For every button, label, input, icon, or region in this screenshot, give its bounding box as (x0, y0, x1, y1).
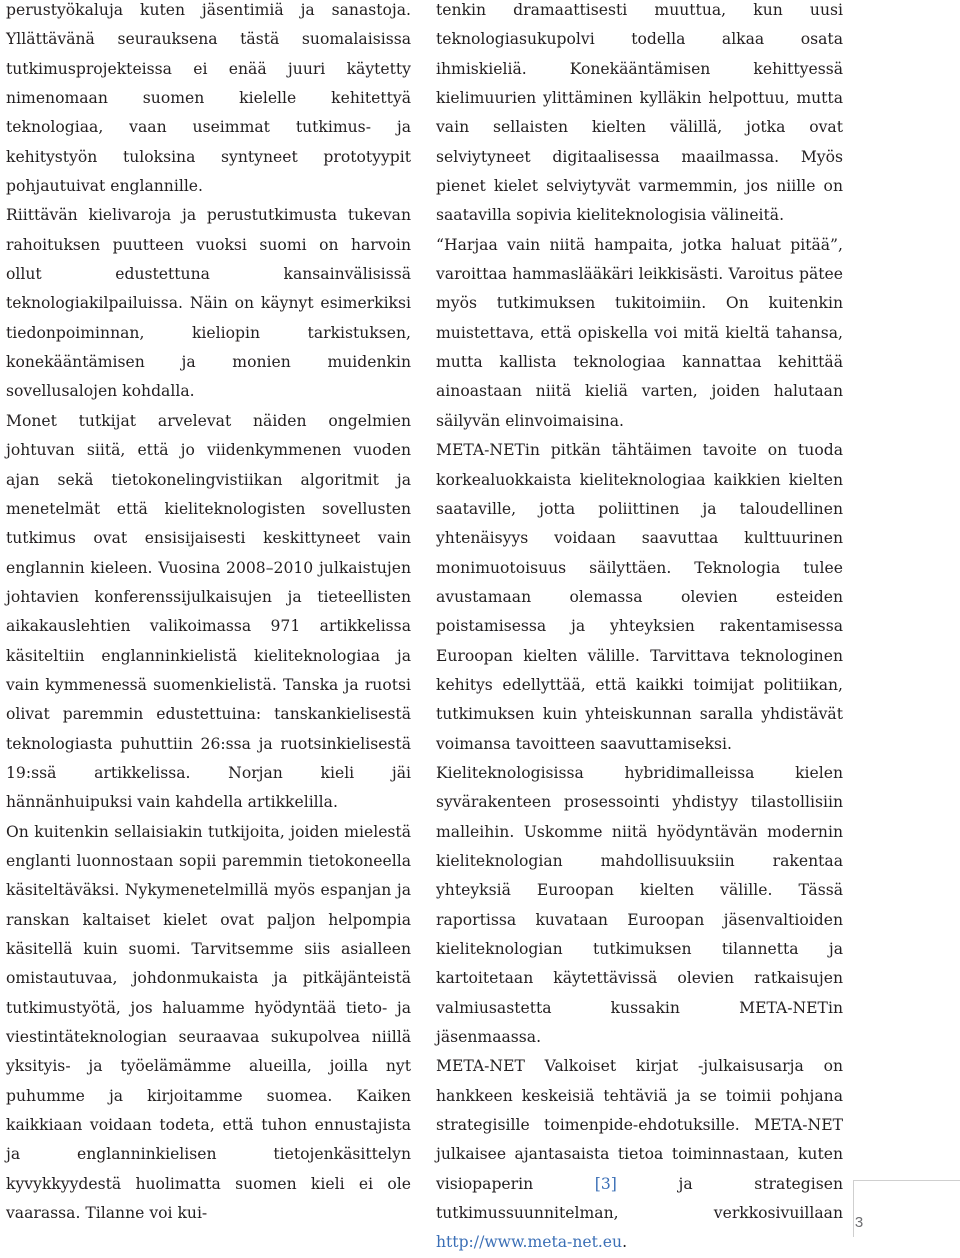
body-paragraph (436, 1052, 843, 1257)
citation-link[interactable]: [3] (594, 1174, 617, 1193)
body-paragraph: “Harjaa vain niitä hampaita, jotka haluat pitää”, varoittaa hammaslääkäri leikkisästi. Varoitus pätee myös tutkimuksen tukitoimiin. On kuitenkin muistettava, että opiskella voi mitä kieltä tahansa, mutta kallista teknologiaa kannattaa kehittää ainoastaan niitä kieliä varten, joiden halutaan säilyvän elinvoimaisina. (436, 235, 843, 430)
paragraph-text: META-NET Valkoiset kirjat -julkaisusarja on hankkeen keskeisiä tehtäviä ja se toimii pohjana strategisille toimenpide-ehdotuksille. META-NET julkaisee ajantasaista tietoa toiminnastaan, kuten visiopaperin (436, 1057, 843, 1193)
body-paragraph: perustyökaluja kuten jäsentimiä ja sanastoja. Yllättävänä seurauksena tästä suomalaisissa tutkimusprojekteissa ei enää juuri käytetty nimenomaan suomen kielelle kehitettyä teknologiaa, vaan useimmat tutkimus- ja kehitystyön tuloksina syntyneet prototyypit pohjautuivat englannille. (6, 1, 411, 196)
body-paragraph: tenkin dramaattisesti muuttua, kun uusi teknologiasukupolvi todella alkaa osata ihmiskieliä. Konekääntämisen kehittyessä kielimuurien ylittäminen kylläkin helpottuu, mutta vain sellaisten kielten välillä, jotka ovat selviytyneet digitaalisessa maailmassa. Myös pienet kielet selviytyvät varmemmin, jos niille on saatavilla sopivia kieliteknologisia välineitä. (436, 1, 843, 225)
body-paragraph: META-NETin pitkän tähtäimen tavoite on tuoda korkealuokkaista kieliteknologiaa kaikkien kielten saataville, jotta poliittinen ja taloudellinen yhtenäisyys voidaan saavuttaa kulttuurinen monimuotoisuus säilyttäen. Teknologia tulee avustamaan olemassa olevien esteiden poistamisessa ja yhteyksien rakentamisessa Euroopan kielten välille. Tarvittava teknologinen kehitys edellyttää, että kaikki toimijat politiikan, tutkimuksen kuin yhteiskunnan saralla yhdistävät voimansa tavoitteen saavuttamiseksi. (436, 441, 843, 753)
right-column (436, 0, 843, 1258)
body-paragraph: Monet tutkijat arvelevat näiden ongelmien johtuvan siitä, että jo viidenkymmenen vuoden ajan sekä tietokonelingvistiikan algoritmit ja menetelmät että kieliteknologisten sovellusten tutkimus ovat ensisijaisesti keskittyneet vain englannin kieleen. Vuosina 2008–2010 julkaistujen johtavien konferenssijulkaisujen ja tieteellisten aikakauslehtien valikoimassa 971 artikkelissa käsiteltiin englanninkielistä kieliteknologiaa ja vain kymmenessä suomenkielistä. Tanska ja ruotsi olivat paremmin edustettuina: tanskankielisestä teknologiasta puhuttiin 26:ssa ja ruotsinkielisestä 19:ssä artikkelissa. Norjan kieli jäi hännänhuipuksi vain kahdella artikkelilla. (6, 411, 411, 812)
paragraph-text: . (622, 1233, 628, 1252)
website-link[interactable]: http://www.meta-net.eu (436, 1233, 623, 1252)
page-number: 3 (854, 1214, 864, 1231)
body-paragraph: On kuitenkin sellaisiakin tutkijoita, joiden mielestä englanti luonnostaan sopii paremmin tietokoneella käsiteltäväksi. Nykymenetelmillä myös espanjan ja ranskan kaltaiset kielet ovat paljon helpompia käsitellä kuin suomi. Tarvitsemme siis asialleen omistautuvaa, johdonmukaista ja pitkäjänteistä tutkimustyötä, jos haluamme hyödyntää tieto- ja viestintäteknologian seuraavaa sukupolvea niillä yksityis- ja työelämämme alueilla, joilla nyt puhumme ja kirjoitamme suomea. Kaiken kaikkiaan voidaan todeta, että tuhon ennustajista ja englanninkielisen tietojenkäsittelyn kyvykkyydestä huolimatta suomen kieli ei ole vaarassa. Tilanne voi kui- (6, 822, 411, 1223)
body-paragraph: Riittävän kielivaroja ja perustutkimusta tukevan rahoituksen puutteen vuoksi suomi on harvoin ollut edustettuna kansainvälisissä teknologiakilpailuissa. Näin on käynyt esimerkiksi tiedonpoiminnan, kieliopin tarkistuksen, konekääntämisen ja monien muidenkin sovellusalojen kohdalla. (6, 206, 411, 401)
left-column (6, 0, 411, 1228)
paragraph-text: ja strategisen tutkimussuunnitelman, verkkosivuillaan (436, 1174, 844, 1223)
body-paragraph: Kieliteknologisissa hybridimalleissa kielen syvärakenteen prosessointi yhdistyy tilastollisiin malleihin. Uskomme niitä hyödyntävän modernin kieliteknologian mahdollisuuksiin rakentaa yhteyksiä Euroopan kielten välille. Tässä raportissa kuvataan Euroopan jäsenvaltioiden kieliteknologian tutkimuksen tilannetta ja kartoitetaan käytettävissä olevien ratkaisujen valmiusastetta kussakin META-NETin jäsenmaassa. (436, 763, 843, 1047)
footer-rule-horizontal (853, 1180, 960, 1181)
